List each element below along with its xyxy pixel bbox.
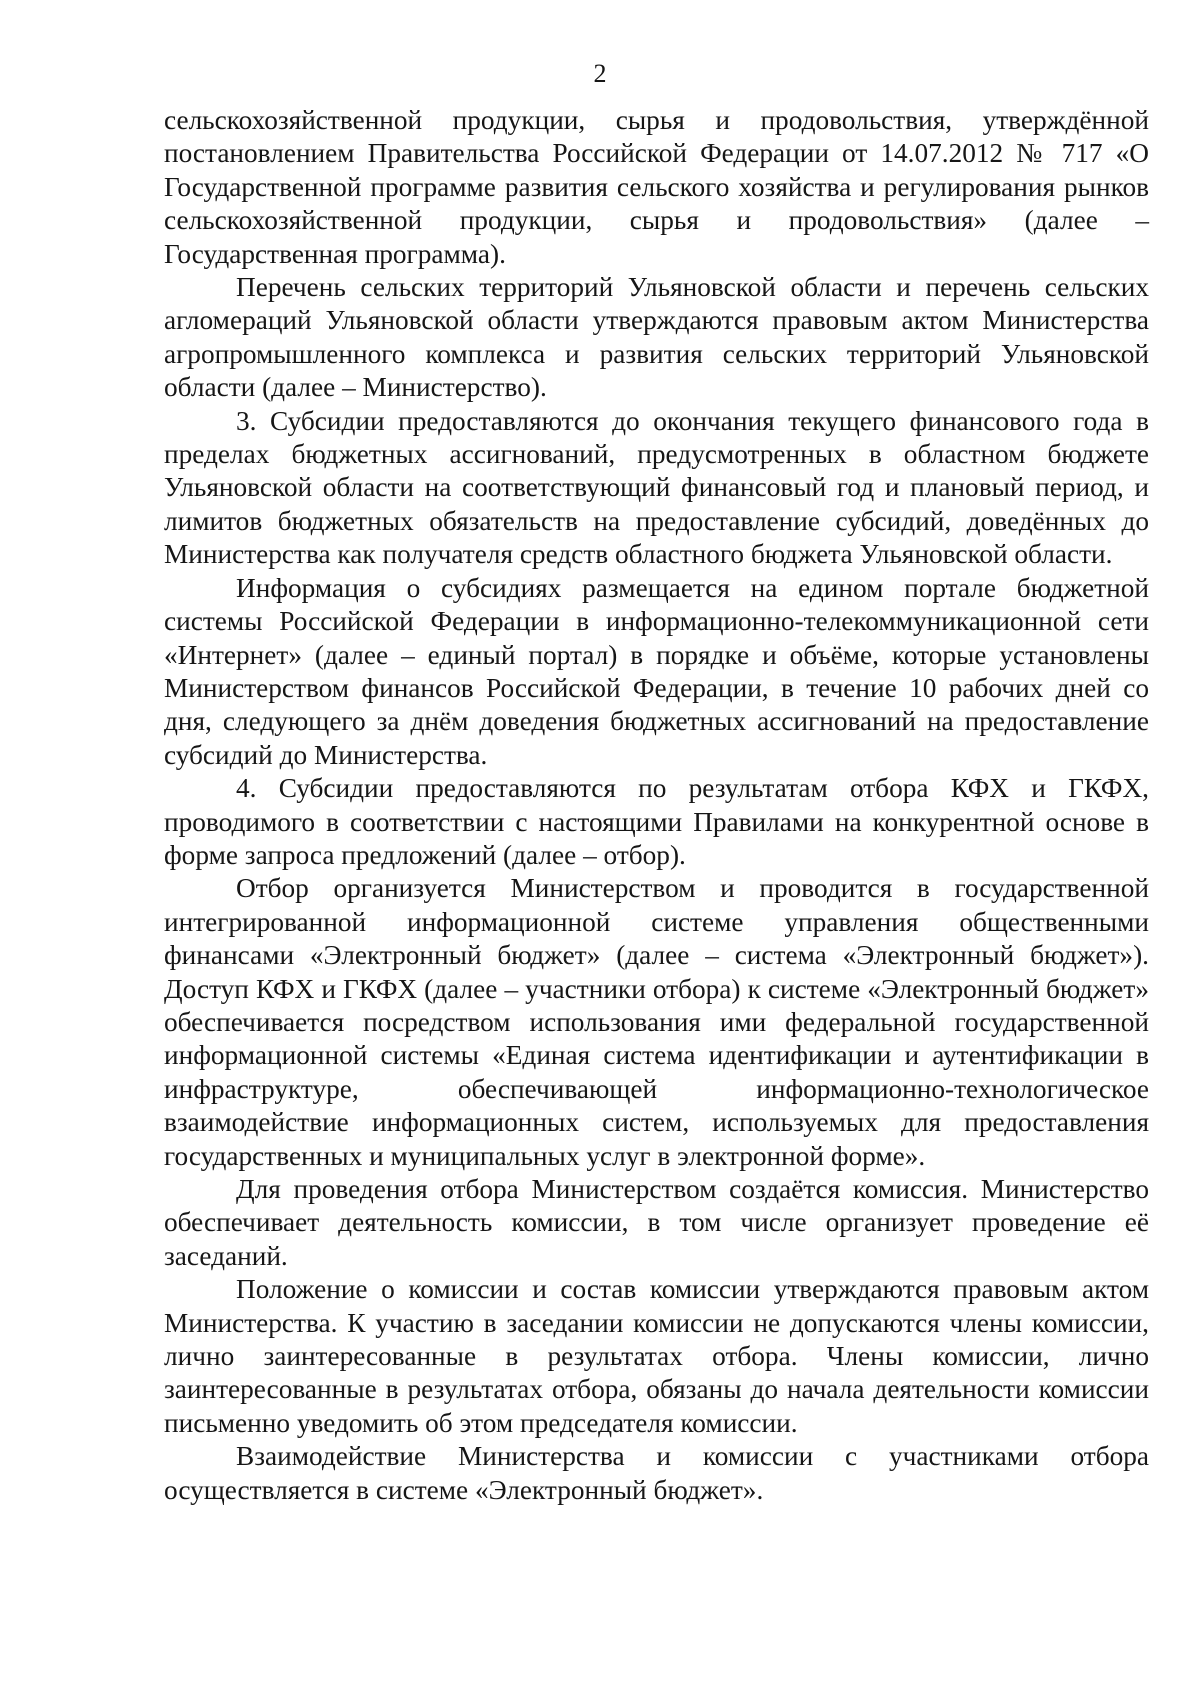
paragraph-3: 3. Субсидии предоставляются до окончания текущего финансового года в пределах бюджетных ассигнований, предусмотренных в областном бюджете Ульяновской области на соответствующий финансовый год и плановый период, и лимитов бюджетных обязательств на предоставление субсидий, доведённых до Министерства как получателя средств областного бюджета Ульяновской области. (164, 405, 1149, 570)
page-number: 2 (593, 59, 607, 88)
paragraph-8: Положение о комиссии и состав комиссии утверждаются правовым актом Министерства. К участию в заседании комиссии не допускаются члены комиссии, лично заинтересованные в результатах отбора. Члены комиссии, лично заинтересованные в результатах отбора, обязаны до начала деятельности комиссии письменно уведомить об этом председателя комиссии. (164, 1274, 1149, 1438)
paragraph-5: 4. Субсидии предоставляются по результатам отбора КФХ и ГКФХ, проводимого в соответствии с настоящими Правилами на конкурентной основе в форме запроса предложений (далее – отбор). (164, 773, 1149, 870)
paragraph-4: Информация о субсидиях размещается на едином портале бюджетной системы Российской Федерации в информационно-телекоммуникационной сети «Интернет» (далее – единый портал) в порядке и объёме, которые установлены Министерством финансов Российской Федерации, в течение 10 рабочих дней со дня, следующего за днём доведения бюджетных ассигнований на предоставление субсидий до Министерства. (164, 572, 1149, 770)
document-body (164, 104, 1149, 1507)
paragraph-7: Для проведения отбора Министерством создаётся комиссия. Министерство обеспечивает деятельность комиссии, в том числе организует проведение её заседаний. (164, 1174, 1149, 1271)
paragraph-1: сельскохозяйственной продукции, сырья и продовольствия, утверждённой постановлением Правительства Российской Федерации от 14.07.2012 № 717 «О Государственной программе развития сельского хозяйства и регулирования рынков сельскохозяйственной продукции, сырья и продовольствия» (далее – Государственная программа). (164, 105, 1149, 269)
paragraph-2: Перечень сельских территорий Ульяновской области и перечень сельских агломераций Ульяновской области утверждаются правовым актом Министерства агропромышленного комплекса и развития сельских территорий Ульяновской области (далее – Министерство). (164, 272, 1149, 403)
paragraph-9: Взаимодействие Министерства и комиссии с участниками отбора осуществляется в системе «Электронный бюджет». (164, 1441, 1149, 1505)
paragraph-6: Отбор организуется Министерством и проводится в государственной интегрированной информационной системе управления общественными финансами «Электронный бюджет» (далее – система «Электронный бюджет»). Доступ КФХ и ГКФХ (далее – участники отбора) к системе «Электронный бюджет» обеспечивается посредством использования ими федеральной государственной информационной системы «Единая система идентификации и аутентификации в инфраструктуре, обеспечивающей информационно-технологическое взаимодействие информационных систем, используемых для предоставления государственных и муниципальных услуг в электронной форме». (164, 873, 1149, 1171)
